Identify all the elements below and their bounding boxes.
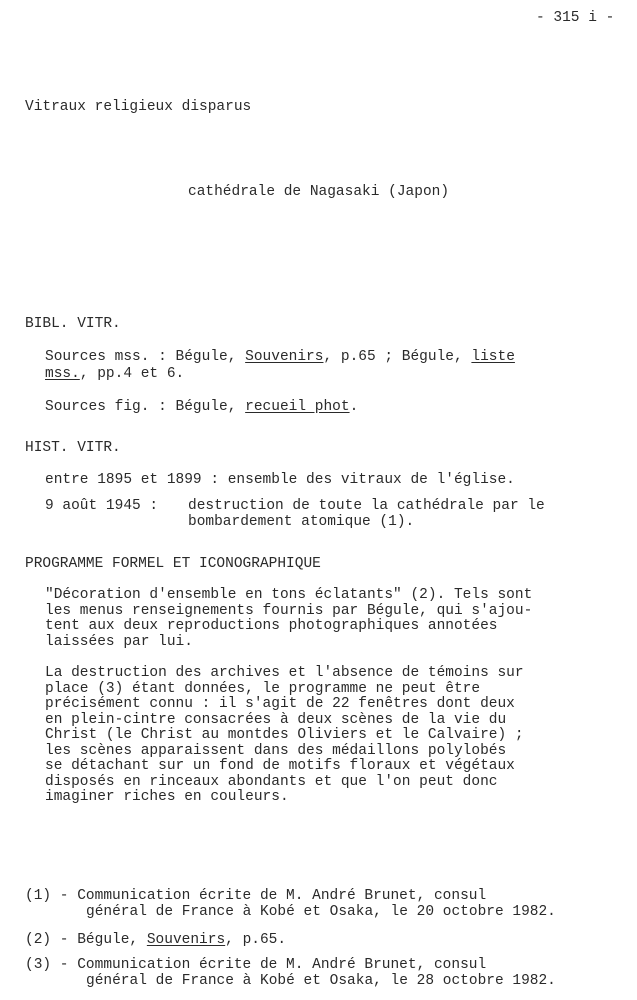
- sources-mss-prefix: Sources mss. : Bégule,: [45, 349, 246, 365]
- paragraph-line: La destruction des archives et l'absence de témoins sur: [45, 665, 524, 681]
- hist-entry-1: entre 1895 et 1899 : ensemble des vitraux de l'église.: [45, 472, 515, 488]
- sources-mss-line2: [45, 366, 184, 383]
- sources-mss-suffix: , pp.4 et 6.: [79, 366, 185, 382]
- page-number: - 315 i -: [536, 10, 615, 26]
- paragraph-line: précisément connu : il s'agit de 22 fenêtres dont deux: [45, 696, 515, 712]
- paragraph-line: les menus renseignements fournis par Bégule, qui s'ajou-: [45, 602, 533, 619]
- location-subtitle: cathédrale de Nagasaki (Japon): [188, 184, 450, 200]
- sources-fig-prefix: Sources fig. : Bégule,: [45, 399, 246, 415]
- sources-fig-line: [45, 399, 358, 416]
- footnote-3: [25, 957, 486, 974]
- paragraph-line: en plein-cintre consacrées à deux scènes de la vie du: [45, 711, 507, 728]
- document-title: Vitraux religieux disparus: [25, 99, 252, 115]
- paragraph-line: disposés en rinceaux abondants et que l'on peut donc: [45, 773, 498, 790]
- hist-entry-2-line2: bombardement atomique (1).: [188, 514, 415, 530]
- bibl-heading: BIBL. VITR.: [25, 316, 121, 332]
- footnote-2-suffix: , p.65.: [225, 932, 287, 948]
- hist-entry-2-line1: destruction de toute la cathédrale par le: [188, 498, 545, 514]
- souvenirs-title: Souvenirs: [245, 349, 324, 365]
- paragraph-line: imaginer riches en couleurs.: [45, 789, 289, 805]
- paragraph-line: tent aux deux reproductions photographiques annotées: [45, 618, 498, 634]
- hist-heading: HIST. VITR.: [25, 440, 121, 456]
- sources-mss-line1: [45, 349, 515, 366]
- paragraph-line: Christ (le Christ au montdes Oliviers et le Calvaire) ;: [45, 727, 524, 743]
- footnote-1-line2: général de France à Kobé et Osaka, le 20 octobre 1982.: [86, 904, 556, 920]
- paragraph-line: place (3) étant données, le programme ne peut être: [45, 680, 481, 697]
- footnote-1-number: (1) -: [25, 888, 78, 904]
- programme-heading: PROGRAMME FORMEL ET ICONOGRAPHIQUE: [25, 556, 321, 572]
- programme-paragraph-2: [45, 666, 524, 806]
- liste-title: liste: [471, 349, 515, 365]
- footnote-3-number: (3) -: [25, 957, 78, 973]
- programme-paragraph-1: [45, 588, 532, 650]
- paragraph-line: laissées par lui.: [45, 633, 193, 650]
- footnote-2-souvenirs-title: Souvenirs: [146, 932, 226, 948]
- footnote-2: [25, 932, 286, 949]
- sources-mss-mid: , p.65 ; Bégule,: [323, 349, 472, 365]
- footnote-3-line2: général de France à Kobé et Osaka, le 28 octobre 1982.: [86, 973, 556, 989]
- footnote-1: [25, 888, 486, 905]
- paragraph-line: se détachant sur un fond de motifs floraux et végétaux: [45, 758, 515, 774]
- paragraph-line: les scènes apparaissent dans des médaillons polylobés: [45, 742, 507, 759]
- hist-entry-2-date: 9 août 1945 :: [45, 498, 167, 514]
- footnote-3-line1: Communication écrite de M. André Brunet, consul: [77, 957, 487, 973]
- recueil-phot-title: recueil phot: [245, 399, 350, 415]
- footnote-2-prefix: Bégule,: [77, 932, 147, 948]
- sources-fig-suffix: .: [349, 399, 359, 415]
- paragraph-line: "Décoration d'ensemble en tons éclatants" (2). Tels sont: [45, 587, 533, 603]
- mss-title: mss.: [45, 366, 80, 382]
- footnote-1-line1: Communication écrite de M. André Brunet, consul: [77, 888, 487, 904]
- footnote-2-number: (2) -: [25, 932, 78, 948]
